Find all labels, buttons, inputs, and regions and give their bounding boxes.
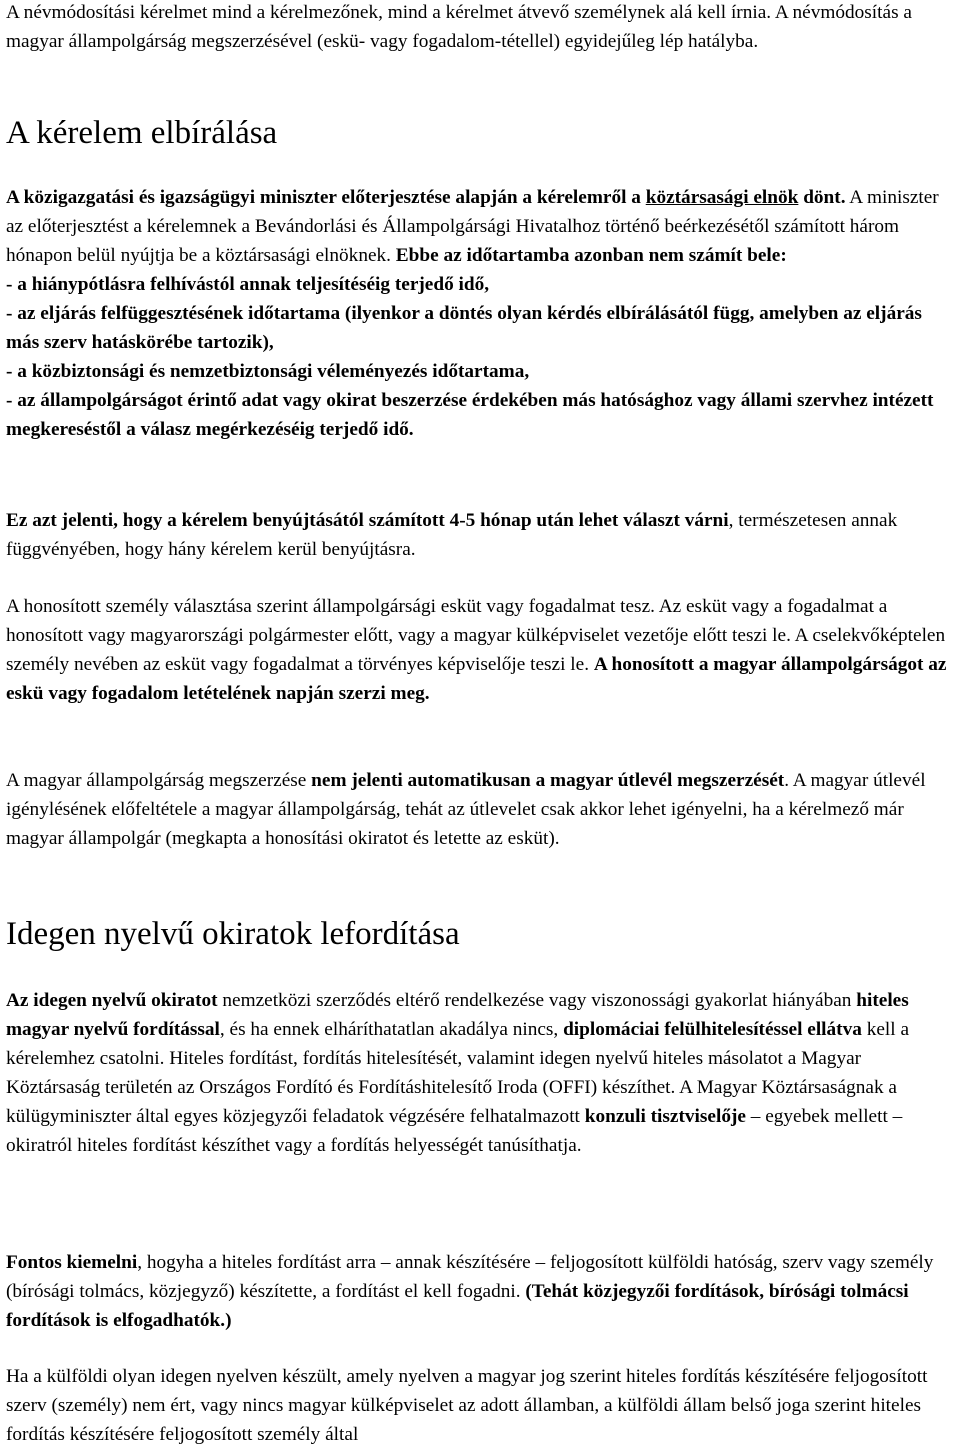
review-paragraph: A közigazgatási és igazságügyi miniszter előterjesztése alapján a kérelemről a köztársasági elnök dönt. A miniszter az előterjesztést a kérelemnek a Bevándorlási és Állampolgársági Hivatalhoz történő beérkezésétől számított három hónapon belül nyújtja be a köztársasági elnöknek. Ebbe az időtartamba azonban nem számít bele: - a hiánypótlásra felhívástól annak teljesítéséig terjedő idő, - az eljárás felfüggesztésének időtartama (ilyenkor a döntés olyan kérdés elbírálásától függ, amelyben az eljárás más szerv hatáskörébe tartozik), - a közbiztonsági és nemzetbiztonsági véleményezés időtartama, - az állampolgárságot érintő adat vagy okirat beszerzése érdekében más hatósághoz vagy állami szervhez intézett megkereséstől a válasz megérkezéséig terjedő idő. <box>6 187 939 440</box>
intro-paragraph: A névmódosítási kérelmet mind a kérelmezőnek, mind a kérelmet átvevő személynek alá kell írnia. A névmódosítás a magyar állampolgárság megszerzésével (eskü- vagy fogadalom-tétellel) egyidejűleg lép hatályba. <box>6 2 912 52</box>
heading-application-review: A kérelem elbírálása <box>6 115 278 151</box>
oath-paragraph: A honosított személy választása szerint állampolgársági esküt vagy fogadalmat tesz. Az esküt vagy a fogadalmat a honosított vagy magyarországi polgármester előtt, vagy a magyar külképviselet vezetője előtt teszi le. A cselekvőképtelen személy nevében az esküt vagy fogadalmat a törvényes képviselője teszi le. A honosított a magyar állampolgárságot az eskü vagy fogadalom letételének napján szerzi meg. <box>6 596 947 704</box>
translation-paragraph: Az idegen nyelvű okiratot nemzetközi szerződés eltérő rendelkezése vagy viszonossági gyakorlat hiányában hiteles magyar nyelvű fordítással, és ha ennek elháríthatatlan akadálya nincs, diplomáciai felülhitelesítéssel ellátva kell a kérelemhez csatolni. Hiteles fordítást, fordítás hitelesítését, valamint idegen nyelvű hiteles másolatot a Magyar Köztársaság területén az Országos Fordító és Fordításhitelesítő Iroda (OFFI) készíthet. A Magyar Köztársaságnak a külügyminiszter által egyes közjegyzői feladatok végzésére felhatalmazott konzuli tisztviselője – egyebek mellett – okiratról hiteles fordítást készíthet vagy a fordítás helyességét tanúsíthatja. <box>6 990 910 1156</box>
heading-document-translation: Idegen nyelvű okiratok lefordítása <box>6 916 460 952</box>
foreign-language-paragraph: Ha a külföldi olyan idegen nyelven készült, amely nyelven a magyar jog szerint hiteles fordítás készítésére feljogosított szerv (személy) nem ért, vagy nincs magyar külképviselet az adott államban, a külföldi állam belső joga szerint hiteles fordítás készítésére feljogosított személy által <box>6 1366 928 1445</box>
waiting-time-paragraph: Ez azt jelenti, hogy a kérelem benyújtásától számított 4-5 hónap után lehet választ várni, természetesen annak függvényében, hogy hány kérelem kerül benyújtásra. <box>6 510 898 560</box>
passport-paragraph: A magyar állampolgárság megszerzése nem jelenti automatikusan a magyar útlevél megszerzését. A magyar útlevél igénylésének előfeltétele a magyar állampolgárság, tehát az útlevelet csak akkor lehet igényelni, ha a kérelmező már magyar állampolgár (megkapta a honosítási okiratot és letette az esküt). <box>6 770 926 849</box>
important-note-paragraph: Fontos kiemelni, hogyha a hiteles fordítást arra – annak készítésére – feljogosított külföldi hatóság, szerv vagy személy (bírósági tolmács, közjegyző) készítette, a fordítást el kell fogadni. (Tehát közjegyzői fordítások, bírósági tolmácsi fordítások is elfogadhatók.) <box>6 1252 934 1331</box>
